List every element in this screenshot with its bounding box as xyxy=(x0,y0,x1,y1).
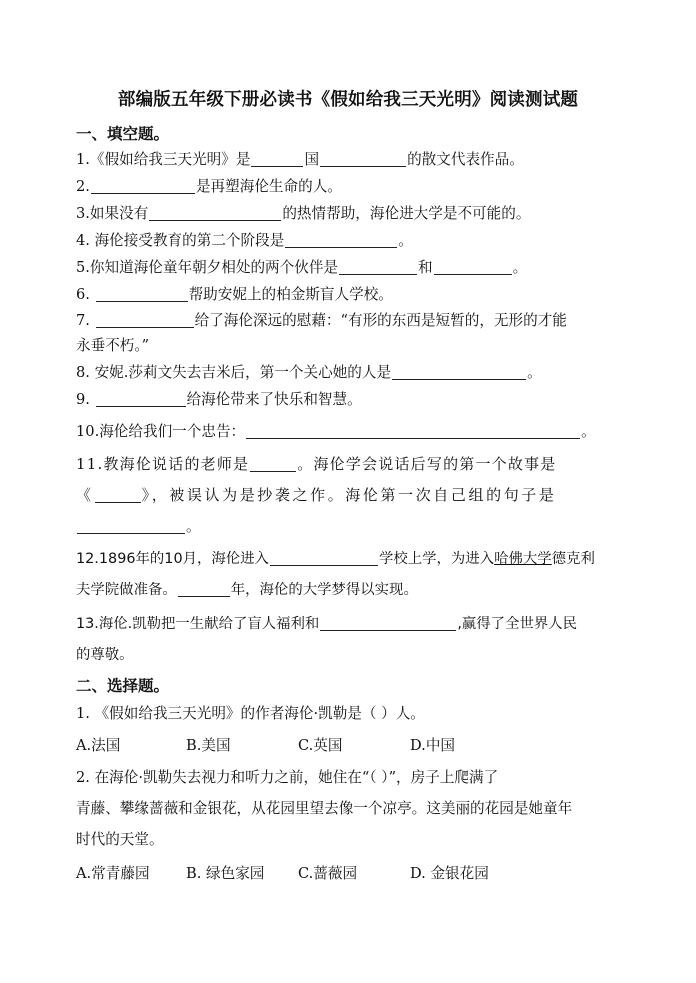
answer-blank[interactable] xyxy=(251,151,303,167)
q7-text-b: 给了海伦深远的慰藉：“有形的东西是短暂的，无形的才能 xyxy=(194,312,567,329)
choice-question-2-line-2: 青藤、攀缘蔷薇和金银花，从花园里望去像一个凉亭。这美丽的花园是她童年 xyxy=(76,800,573,817)
harvard-link[interactable]: 哈佛大学 xyxy=(494,551,552,567)
option-b[interactable]: B.美国 xyxy=(186,737,231,754)
answer-blank[interactable] xyxy=(320,615,456,631)
question-5 xyxy=(76,258,624,278)
question-13-cont: 的尊敬。 xyxy=(76,647,134,663)
option-a[interactable]: A.法国 xyxy=(76,737,121,754)
q1-text-c: 的散文代表作品。 xyxy=(407,151,524,168)
section-choice-heading: 二、选择题。 xyxy=(76,676,170,695)
q11-text-a: 11.教海伦说话的老师是 xyxy=(76,455,250,473)
q8-text-b: 。 xyxy=(527,364,542,381)
q10-text-b: 。 xyxy=(581,423,596,440)
option-d[interactable]: D. 金银花园 xyxy=(410,865,489,882)
answer-blank[interactable] xyxy=(95,487,141,503)
choice-1-options xyxy=(76,736,624,756)
q5-text-a: 5.你知道海伦童年朝夕相处的两个伙伴是 xyxy=(76,259,339,276)
choice-2-options xyxy=(76,864,624,884)
q3-text-a: 3.如果没有 xyxy=(76,205,149,222)
option-c[interactable]: C.英国 xyxy=(298,737,343,754)
answer-blank[interactable] xyxy=(270,550,378,566)
question-11-line-1 xyxy=(76,454,624,474)
q6-text-a: 6. xyxy=(76,286,95,303)
question-11-line-2 xyxy=(76,485,624,505)
question-8 xyxy=(76,363,624,383)
question-4 xyxy=(76,231,624,251)
q13-text-b: ,赢得了全世界人民 xyxy=(457,616,578,632)
q12-text-a: 12.1896年的10月，海伦进入 xyxy=(76,551,269,567)
question-10 xyxy=(76,422,624,442)
question-6 xyxy=(76,285,624,305)
answer-blank[interactable] xyxy=(320,151,406,167)
q12-text-e: 年，海伦的大学梦得以实现。 xyxy=(230,582,418,598)
answer-blank[interactable] xyxy=(178,581,230,597)
question-7-cont: 永垂不朽。” xyxy=(76,337,150,354)
q1-text-b: 国 xyxy=(304,151,320,168)
q9-text-a: 9. xyxy=(76,391,95,408)
q7-text-a: 7. xyxy=(76,312,95,329)
q2-text-a: 2. xyxy=(76,178,90,195)
q9-text-b: 给海伦带来了快乐和智慧。 xyxy=(186,391,362,408)
q11-text-e: 。 xyxy=(186,518,201,535)
question-12-cont xyxy=(76,580,624,600)
choice-question-2-line-1: 2. 在海伦·凯勒失去视力和听力之前，她住在“（ ）”，房子上爬满了 xyxy=(76,769,499,786)
question-1 xyxy=(76,150,624,170)
q2-text-b: 是再塑海伦生命的人。 xyxy=(195,178,342,195)
q11-text-b: 。海伦学会说话后写的第一个故事是 xyxy=(297,455,557,473)
question-11-line-3 xyxy=(76,517,624,537)
q1-text-a: 1.《假如给我三天光明》是 xyxy=(76,151,251,168)
q3-text-b: 的热情帮助，海伦进大学是不可能的。 xyxy=(282,205,531,222)
answer-blank[interactable] xyxy=(96,391,186,407)
q5-text-c: 。 xyxy=(512,259,528,276)
question-12 xyxy=(76,549,624,569)
option-c[interactable]: C.蔷薇园 xyxy=(298,865,358,882)
answer-blank[interactable] xyxy=(96,312,194,328)
question-2 xyxy=(76,177,624,197)
q13-text-a: 13.海伦.凯勒把一生献给了盲人福利和 xyxy=(76,616,320,632)
section-fill-in-heading: 一、填空题。 xyxy=(76,124,170,143)
choice-question-2-line-3: 时代的天堂。 xyxy=(76,831,164,848)
answer-blank[interactable] xyxy=(250,456,296,472)
answer-blank[interactable] xyxy=(434,259,512,275)
answer-blank[interactable] xyxy=(246,423,580,439)
answer-blank[interactable] xyxy=(96,286,188,302)
q5-text-b: 和 xyxy=(418,259,433,276)
answer-blank[interactable] xyxy=(339,259,417,275)
answer-blank[interactable] xyxy=(149,205,281,221)
choice-question-1: 1. 《假如给我三天光明》的作者海伦·凯勒是（ ）人。 xyxy=(76,705,425,722)
question-7 xyxy=(76,311,624,331)
q11-text-c: 《 xyxy=(76,486,94,504)
page-title: 部编版五年级下册必读书《假如给我三天光明》阅读测试题 xyxy=(117,90,579,110)
option-a[interactable]: A.常青藤园 xyxy=(76,865,150,882)
q8-text-a: 8. 安妮.莎莉文失去吉米后，第一个关心她的人是 xyxy=(76,364,392,381)
question-3 xyxy=(76,204,624,224)
q4-text-a: 4. 海伦接受教育的第二个阶段是 xyxy=(76,232,285,249)
option-d[interactable]: D.中国 xyxy=(410,737,456,754)
q12-text-b: 学校上学，为进入 xyxy=(378,551,495,567)
q12-text-c: 德克利 xyxy=(551,551,595,567)
q12-text-d: 夫学院做准备。 xyxy=(76,582,177,598)
q6-text-b: 帮助安妮上的柏金斯盲人学校。 xyxy=(188,286,393,303)
answer-blank[interactable] xyxy=(285,232,397,248)
option-b[interactable]: B. 绿色家园 xyxy=(186,865,265,882)
question-13 xyxy=(76,614,624,634)
answer-blank[interactable] xyxy=(77,518,185,534)
q4-text-b: 。 xyxy=(398,232,413,249)
answer-blank[interactable] xyxy=(392,364,526,380)
q10-text-a: 10.海伦给我们一个忠告： xyxy=(76,423,246,440)
answer-blank[interactable] xyxy=(91,178,195,194)
q11-text-d: 》，被误认为是抄袭之作。海伦第一次自己组的句子是 xyxy=(141,486,557,504)
question-9 xyxy=(76,390,624,410)
